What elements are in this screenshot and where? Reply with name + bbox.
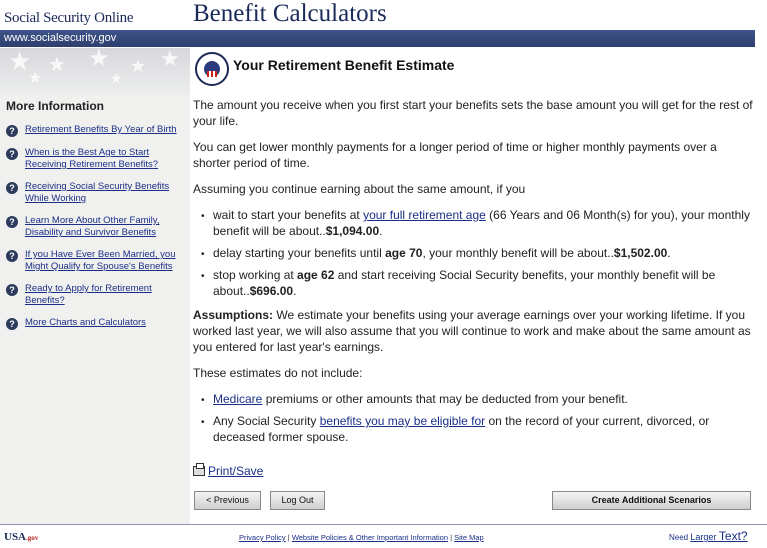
url-bar bbox=[0, 30, 755, 47]
sidebar-item-spouse-benefits bbox=[6, 249, 188, 273]
sidebar-item-best-age bbox=[6, 147, 188, 171]
sidebar-link[interactable]: More Charts and Calculators bbox=[25, 317, 146, 328]
privacy-policy-link[interactable]: Privacy Policy bbox=[239, 533, 286, 542]
question-icon: ? bbox=[6, 318, 18, 330]
create-scenarios-button[interactable]: Create Additional Scenarios bbox=[552, 491, 751, 510]
intro-paragraph: The amount you receive when you first start your benefits sets the base amount you will get for the rest of your life. bbox=[193, 98, 753, 128]
sidebar-link[interactable]: Ready to Apply for Retirement Benefits? bbox=[25, 283, 152, 306]
sidebar-link[interactable]: If you Have Ever Been Married, you Might Qualify for Spouse's Benefits bbox=[25, 249, 176, 272]
sidebar-link[interactable]: Learn More About Other Family, Disability and Survivor Benefits bbox=[25, 215, 160, 238]
site-url[interactable]: www.socialsecurity.gov bbox=[4, 32, 117, 44]
question-icon: ? bbox=[6, 182, 18, 194]
not-include-paragraph: These estimates do not include: bbox=[193, 366, 363, 380]
footer-links: Privacy Policy | Website Policies & Other Important Information | Site Map bbox=[239, 533, 484, 542]
ssa-seal-logo bbox=[195, 52, 229, 86]
sidebar-item-more-charts bbox=[6, 317, 188, 330]
sidebar-link[interactable]: Retirement Benefits By Year of Birth bbox=[25, 124, 177, 135]
medicare-link[interactable]: Medicare bbox=[213, 392, 263, 406]
exclusion-medicare: • Medicare premiums or other amounts that may be deducted from your benefit. bbox=[201, 391, 755, 407]
exclusions-list bbox=[201, 391, 755, 445]
question-icon: ? bbox=[6, 148, 18, 160]
footer bbox=[0, 524, 767, 548]
more-information-heading: More Information bbox=[6, 99, 104, 113]
sidebar-item-while-working bbox=[6, 181, 188, 205]
question-icon: ? bbox=[6, 216, 18, 228]
scenario-full-retirement: • wait to start your benefits at your full retirement age (66 Years and 06 Month(s) for you), your monthly benefit will be about..$1,094.00. bbox=[201, 207, 755, 239]
scenario-age-62: • stop working at age 62 and start receiving Social Security benefits, your monthly benefit will be about..$696.00. bbox=[201, 267, 755, 299]
payments-paragraph: You can get lower monthly payments for a longer period of time or higher monthly payments over a shorter period of time. bbox=[193, 140, 717, 170]
print-save[interactable] bbox=[193, 464, 263, 478]
question-icon: ? bbox=[6, 284, 18, 296]
question-icon: ? bbox=[6, 250, 18, 262]
larger-text-link[interactable]: Larger Text? bbox=[690, 529, 748, 543]
larger-text: Need Larger Text? bbox=[669, 529, 748, 543]
sidebar-item-ready-to-apply bbox=[6, 283, 188, 307]
sidebar-item-family-benefits bbox=[6, 215, 188, 239]
page-title: Benefit Calculators bbox=[193, 0, 387, 27]
exclusion-spouse: • Any Social Security benefits you may be eligible for on the record of your current, divorced, or deceased former spouse. bbox=[201, 413, 755, 445]
header bbox=[0, 0, 767, 31]
site-map-link[interactable]: Site Map bbox=[454, 533, 484, 542]
benefit-amount: $1,502.00 bbox=[613, 246, 668, 260]
assumptions-paragraph: Assumptions: We estimate your benefits using your average earnings over your working lifetime. If you worked last year, we will also assume that you will continue to work and make about the same amount as you entered for last year's earnings. bbox=[193, 308, 751, 354]
more-information-list bbox=[6, 124, 188, 340]
question-icon: ? bbox=[6, 125, 18, 137]
sidebar-link[interactable]: Receiving Social Security Benefits While Working bbox=[25, 181, 170, 204]
previous-button[interactable]: < Previous bbox=[194, 491, 261, 510]
benefit-amount: $696.00 bbox=[249, 284, 294, 298]
scenario-list bbox=[201, 207, 755, 299]
scenario-age-70: • delay starting your benefits until age 70, your monthly benefit will be about..$1,502.00. bbox=[201, 245, 755, 261]
eligible-benefits-link[interactable]: benefits you may be eligible for bbox=[319, 414, 486, 428]
sidebar-item-benefits-by-year bbox=[6, 124, 188, 137]
benefit-amount: $1,094.00 bbox=[325, 224, 380, 238]
usa-gov-logo[interactable]: USA.gov bbox=[4, 531, 39, 543]
full-retirement-age-link[interactable]: your full retirement age bbox=[363, 208, 486, 222]
printer-icon bbox=[193, 466, 205, 476]
logout-button[interactable]: Log Out bbox=[270, 491, 325, 510]
sidebar bbox=[0, 48, 190, 524]
estimate-title: Your Retirement Benefit Estimate bbox=[233, 57, 455, 73]
website-policies-link[interactable]: Website Policies & Other Important Information bbox=[291, 533, 448, 542]
sidebar-link[interactable]: When is the Best Age to Start Receiving Retirement Benefits? bbox=[25, 147, 159, 170]
print-save-link[interactable]: Print/Save bbox=[208, 464, 264, 478]
site-name[interactable]: Social Security Online bbox=[4, 10, 134, 26]
assuming-paragraph: Assuming you continue earning about the same amount, if you bbox=[193, 182, 526, 196]
stars-banner: ★ ★ ★ ★ ★ ★ ★ bbox=[0, 48, 190, 94]
estimate-body bbox=[193, 97, 755, 453]
